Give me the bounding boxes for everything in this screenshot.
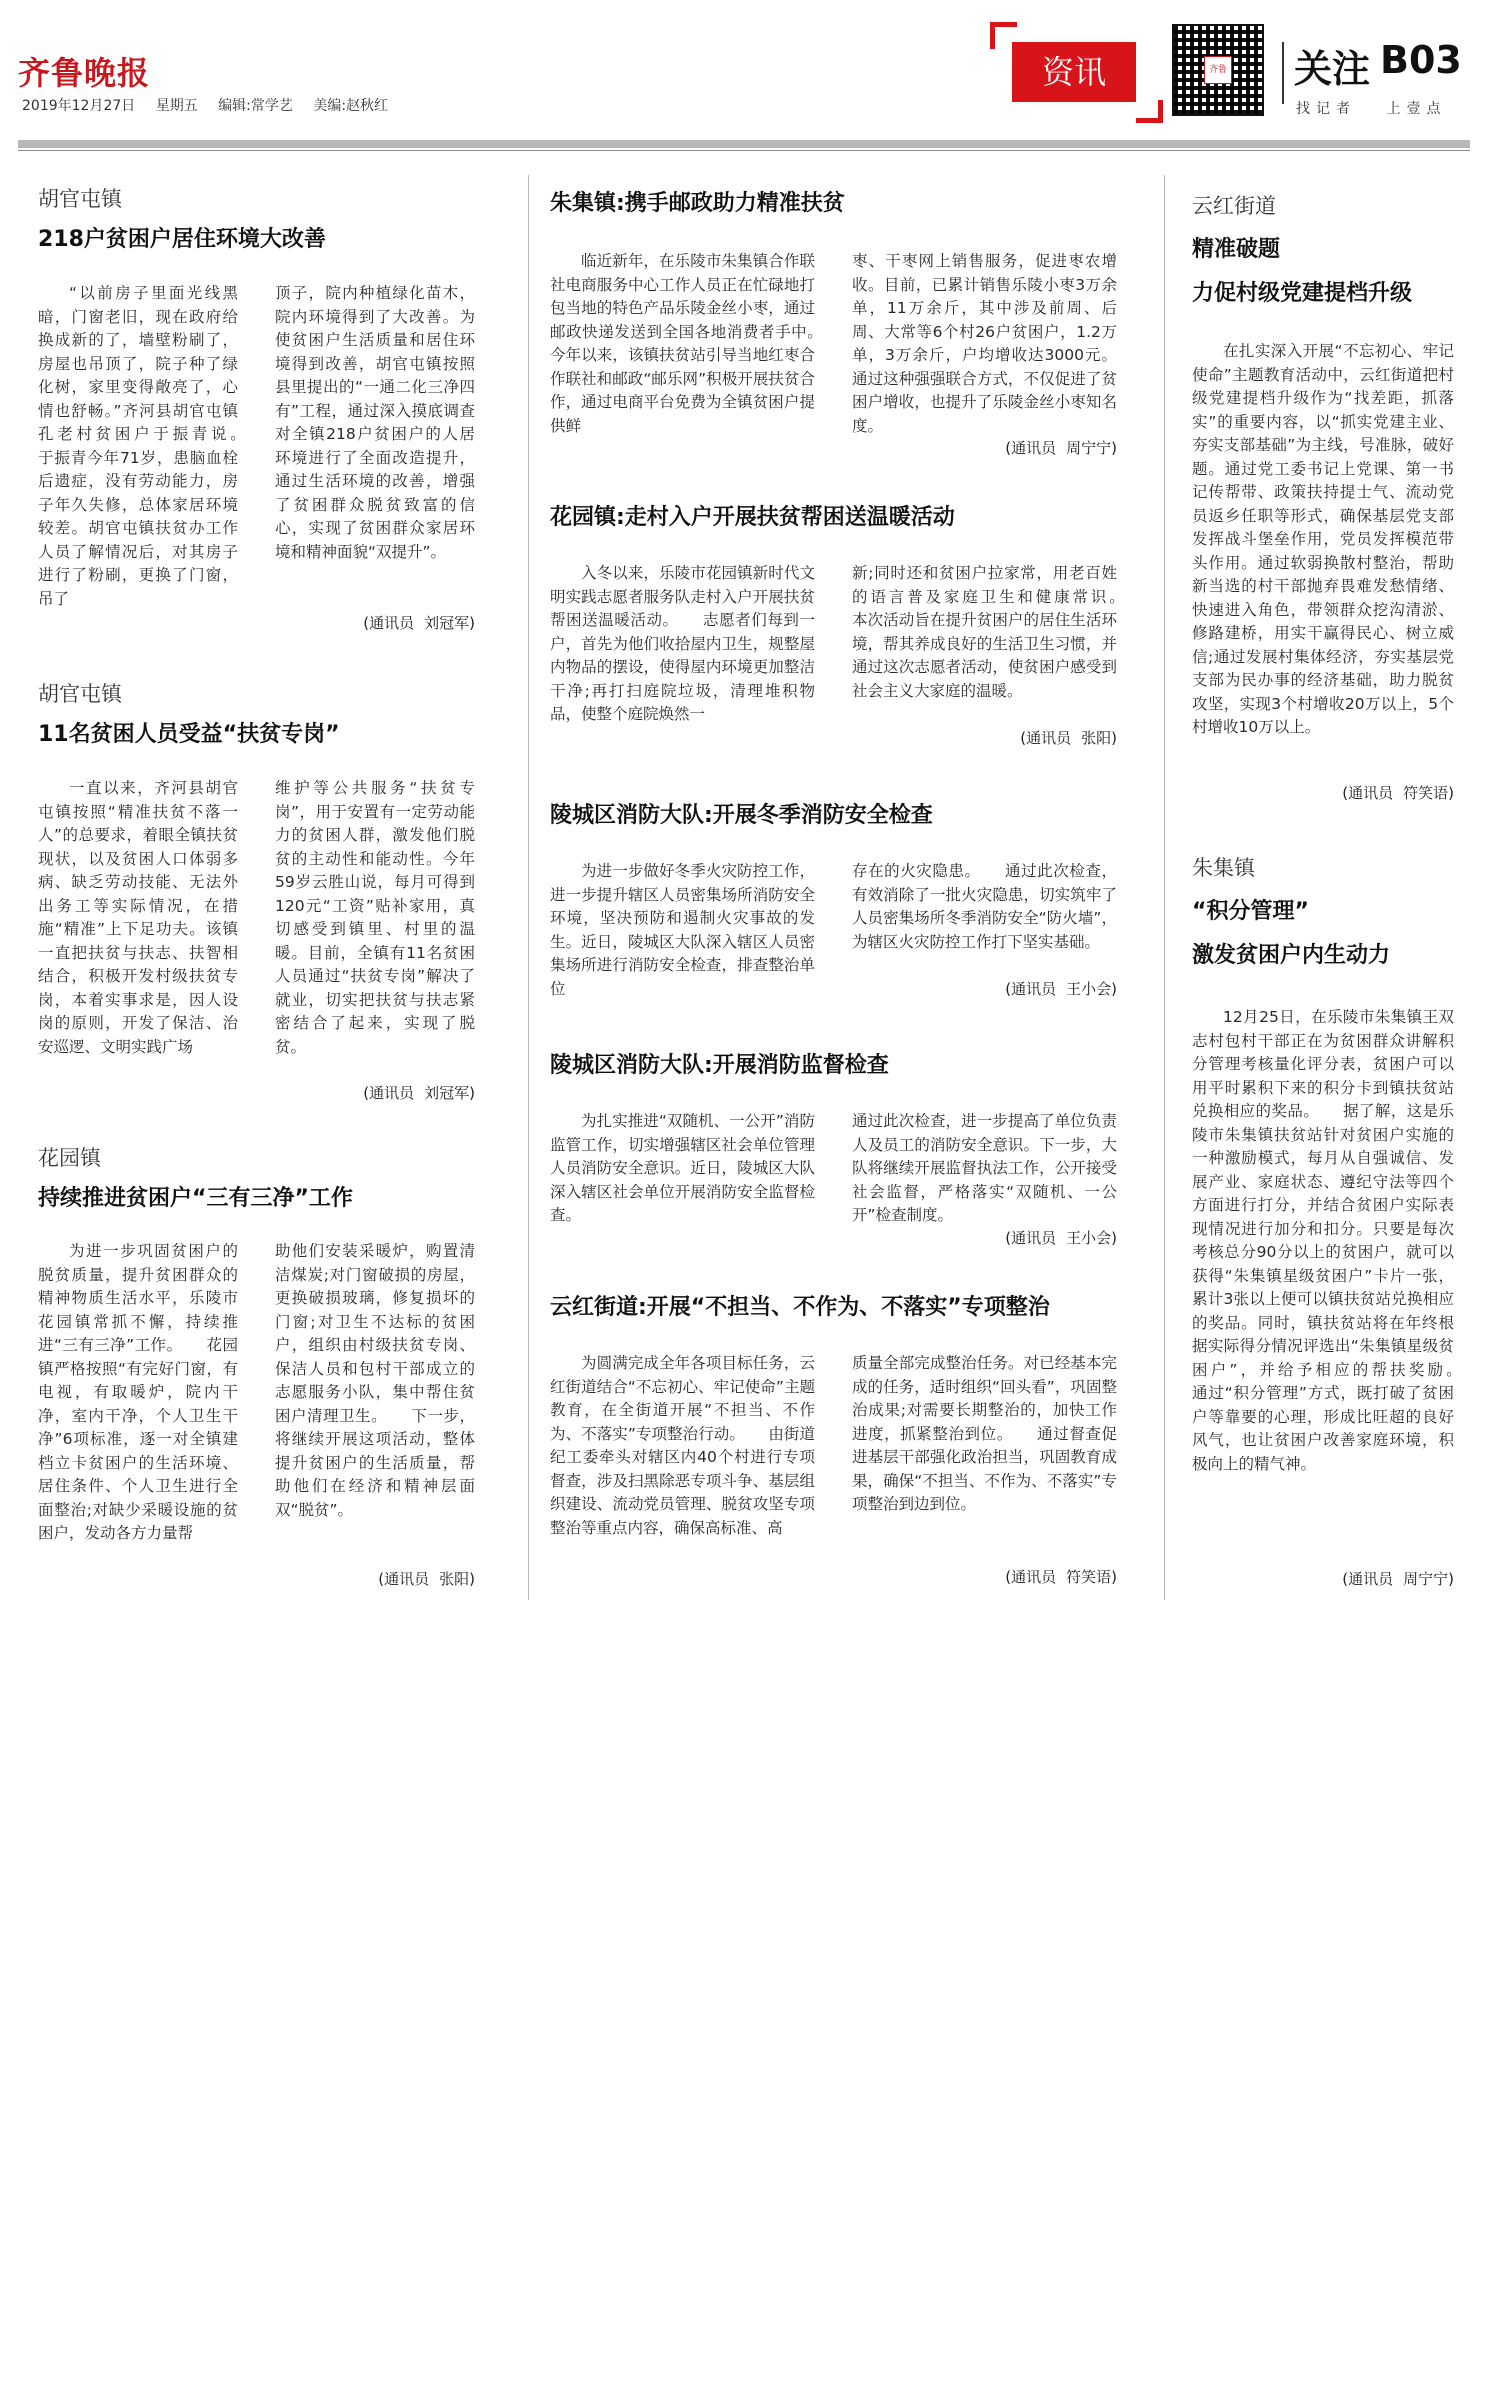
article-body: 为扎实推进“双随机、一公开”消防监管工作，切实增强辖区社会单位管理人员消防安全意识。近日，陵城区大队深入辖区社会单位开展消防安全监督检查。 bbox=[550, 1112, 815, 1224]
credit-name: 王小会) bbox=[1066, 980, 1117, 998]
article-body: 维护等公共服务“扶贫专岗”，用于安置有一定劳动能力的贫困人群，激发他们脱贫的主动性和能动性。今年59岁云胜山说，每月可得到120元“工资”贴补家用，真切感受到镇里、村里的温暖。目前，全镇有11名贫困人员通过“扶贫专岗”解决了就业，切实把扶贫与扶志紧密结合了起来，实现了脱贫。 bbox=[275, 779, 475, 1056]
article-subheadline: 激发贫困户内生动力 bbox=[1192, 943, 1391, 968]
credit-name: 刘冠军) bbox=[424, 1084, 475, 1102]
article-location: 朱集镇 bbox=[1192, 856, 1255, 880]
masthead-links bbox=[1296, 98, 1472, 118]
credit-name: 周宁宁) bbox=[1066, 439, 1117, 457]
designer-credit: 美编:赵秋红 bbox=[313, 98, 389, 114]
credit-role: (通讯员 bbox=[1342, 1570, 1394, 1588]
article-body-column bbox=[852, 1352, 1117, 1564]
article-credit bbox=[852, 978, 1117, 999]
masthead-rule-thin bbox=[18, 150, 1470, 151]
article-body: 助他们安装采暖炉，购置清洁煤炭;对门窗破损的房屋，更换破损玻璃，修复损坏的门窗;对卫生不达标的贫困户，组织由村级扶贫专岗、保洁人员和包村干部成立的志愿服务小队，集中帮住贫困户清理卫生。 下一步，将继续开展这项活动，整体提升贫困户的生活质量，帮助他们在经济和精神层面双“脱贫”。 bbox=[275, 1242, 475, 1519]
column-name: 关注 bbox=[1294, 47, 1371, 91]
article-body: 为进一步做好冬季火灾防控工作，进一步提升辖区人员密集场所消防安全环境，坚决预防和遏制火灾事故的发生。近日，陵城区大队深入辖区人员密集场所进行消防安全检查，排查整治单位 bbox=[550, 862, 815, 998]
article-body: “以前房子里面光线黑暗，门窗老旧，现在政府给换成新的了，墙壁粉刷了，房屋也吊顶了，院子种了绿化树，家里变得敞亮了，心情也舒畅。”齐河县胡官屯镇孔老村贫困户于振青说。 于振青今年71岁，患脑血栓后遗症，没有劳动能力，房子年久失修，总体家居环境较差。胡官屯镇扶贫办工作人员了解情况后，对其房子进行了粉刷，更换了门窗，吊了 bbox=[38, 284, 270, 608]
credit-name: 张阳) bbox=[439, 1570, 475, 1588]
article-body-column bbox=[550, 1110, 815, 1252]
article-headline: “积分管理” bbox=[1192, 899, 1309, 924]
article-body-column bbox=[275, 1240, 475, 1565]
article-body-column bbox=[852, 562, 1149, 727]
article-headline: 精准破题 bbox=[1192, 237, 1281, 262]
qr-code-logo: 齐鲁 bbox=[1204, 56, 1232, 84]
article-credit bbox=[1192, 782, 1454, 803]
article-body: 临近新年，在乐陵市朱集镇合作联社电商服务中心工作人员正在忙碌地打包当地的特色产品乐陵金丝小枣，通过邮政快递发送到全国各地消费者手中。 今年以来，该镇扶贫站引导当地红枣合作联社和邮政“邮乐网”积极开展扶贫合作，通过电商平台免费为全镇贫困户提供鲜 bbox=[550, 252, 847, 435]
article-headline: 花园镇:走村入户开展扶贫帮困送温暖活动 bbox=[550, 505, 955, 530]
credit-name: 符笑语) bbox=[1403, 784, 1454, 802]
credit-role: (通讯员 bbox=[1005, 1568, 1057, 1586]
find-reporter-link[interactable]: 找记者 bbox=[1296, 101, 1356, 117]
article-body-column bbox=[275, 777, 475, 1082]
article-body: 顶子，院内种植绿化苗木，院内环境得到了大改善。为使贫困户生活质量和居住环境得到改善，胡官屯镇按照县里提出的“一通二化三净四有”工程，通过深入摸底调查对全镇218户贫困户的人居环境进行了全面改造提升，通过生活环境的改善，增强了贫困群众脱贫致富的信心，实现了贫困群众家居环境和精神面貌“双提升”。 bbox=[275, 284, 475, 561]
page-number: B03 bbox=[1380, 38, 1462, 82]
masthead-divider bbox=[1282, 42, 1284, 104]
article-credit bbox=[275, 1568, 475, 1589]
article-credit bbox=[852, 727, 1117, 748]
article-body: 新;同时还和贫困户拉家常，用老百姓的语言普及家庭卫生和健康常识。 本次活动旨在提升贫困户的居住生活环境，帮其养成良好的生活卫生习惯，并通过这次志愿者活动，使贫困户感受到社会主义大家庭的温暖。 bbox=[852, 564, 1149, 700]
credit-name: 张阳) bbox=[1081, 729, 1117, 747]
credit-name: 王小会) bbox=[1066, 1229, 1117, 1247]
credit-name: 刘冠军) bbox=[424, 614, 475, 632]
article-body-column bbox=[38, 282, 270, 637]
article-body-column bbox=[550, 562, 815, 752]
article-body-column bbox=[852, 1110, 1117, 1228]
article-location: 花园镇 bbox=[38, 1146, 101, 1170]
section-tag: 资讯 bbox=[1012, 42, 1136, 102]
article-location: 胡官屯镇 bbox=[38, 682, 122, 706]
article-credit bbox=[275, 612, 475, 633]
credit-role: (通讯员 bbox=[363, 1084, 415, 1102]
article-body: 通过此次检查，进一步提高了单位负责人及员工的消防安全意识。下一步，大队将继续开展监督执法工作，公开接受社会监督，严格落实“双随机、一公开”检查制度。 bbox=[852, 1112, 1117, 1224]
article-body: 枣、干枣网上销售服务，促进枣农增收。目前，已累计销售乐陵小枣3万余单，11万余斤，其中涉及前周、后周、大常等6个村26户贫困户，1.2万单，3万余斤，户均增收达3000元。通过这种强强联合方式，不仅促进了贫困户增收，也提升了乐陵金丝小枣知名度。 bbox=[852, 252, 1117, 435]
article-headline: 持续推进贫困户“三有三净”工作 bbox=[38, 1186, 353, 1211]
article-location: 胡官屯镇 bbox=[38, 187, 122, 211]
article-body-column bbox=[1192, 1006, 1486, 1568]
column-divider bbox=[528, 175, 529, 1600]
article-body: 质量全部完成整治任务。对已经基本完成的任务，适时组织“回头看”，巩固整治成果;对需要长期整治的，加快工作进度，抓紧整治到位。 通过督查促进基层干部强化政治担当，巩固教育成果，确保“不担当、不作为、不落实”专项整治到边到位。 bbox=[852, 1354, 1117, 1513]
article-headline: 218户贫困户居住环境大改善 bbox=[38, 227, 326, 252]
newspaper-logo: 齐鲁晚报 bbox=[18, 54, 151, 92]
article-body-column bbox=[852, 250, 1117, 435]
column-divider bbox=[1164, 175, 1165, 1600]
article-body: 一直以来，齐河县胡官屯镇按照“精准扶贫不落一人”的总要求，着眼全镇扶贫现状，以及贫困人口体弱多病、缺乏劳动技能、无法外出务工等实际情况，在措施“精准”上下足功夫。该镇一直把扶贫与扶志、扶智相结合，积极开发村级扶贫专岗，本着实事求是，因人设岗的原则，开发了保洁、治安巡逻、文明实践广场 bbox=[38, 779, 238, 1056]
article-body-column bbox=[38, 777, 238, 1107]
download-app-link[interactable]: 上壹点 bbox=[1386, 101, 1447, 117]
credit-role: (通讯员 bbox=[1005, 1229, 1057, 1247]
article-body: 为进一步巩固贫困户的脱贫质量，提升贫困群众的精神物质生活水平，乐陵市花园镇常抓不懈，持续推进“三有三净”工作。 花园镇严格按照“有完好门窗，有电视，有取暖炉，院内干净，室内干净，个人卫生干净”6项标准，逐一对全镇建档立卡贫困户的生活环境、居住条件、个人卫生进行全面整治;对缺少采暖设施的贫困户，发动各方力量帮 bbox=[38, 1242, 238, 1542]
masthead-rule bbox=[18, 140, 1470, 148]
editor-credit: 编辑:常学艺 bbox=[218, 98, 293, 114]
credit-role: (通讯员 bbox=[378, 1570, 430, 1588]
article-headline: 朱集镇:携手邮政助力精准扶贫 bbox=[550, 191, 845, 216]
article-credit bbox=[275, 1082, 475, 1103]
article-credit bbox=[852, 1566, 1117, 1587]
article-headline: 11名贫困人员受益“扶贫专岗” bbox=[38, 722, 340, 747]
credit-name: 符笑语) bbox=[1066, 1568, 1117, 1586]
article-body: 存在的火灾隐患。 通过此次检查，有效消除了一批火灾隐患，切实筑牢了人员密集场所冬季消防安全“防火墙”，为辖区火灾防控工作打下坚实基础。 bbox=[852, 862, 1117, 951]
credit-role: (通讯员 bbox=[1342, 784, 1394, 802]
article-body: 在扎实深入开展“不忘初心、牢记使命”主题教育活动中，云红街道把村级党建提档升级作为“找差距，抓落实”的重要内容，以“抓实党建主业、夯实支部基础”为主线，号准脉，破好题。通过党工委书记上党课、第一书记传帮带、政策扶持提士气、流动党员返乡任职等形式，确保基层党支部发挥战斗堡垒作用，党员发挥模范带头作用。通过软弱换散村整治，帮助新当选的村干部抛弃畏难发愁情绪、快速进入角色，带领群众挖沟清淤、修路建桥，用实干赢得民心、树立威信;通过发展村集体经济，夯实基层党支部为民办事的经济基础，助力脱贫攻坚，实现3个村增收20万以上，5个村增收10万以上。 bbox=[1192, 342, 1454, 736]
article-credit bbox=[852, 1227, 1117, 1248]
article-body-column bbox=[550, 860, 815, 1002]
article-location: 云红街道 bbox=[1192, 194, 1276, 218]
article-body: 入冬以来，乐陵市花园镇新时代文明实践志愿者服务队走村入户开展扶贫帮困送温暖活动。 志愿者们每到一户，首先为他们收拾屋内卫生，规整屋内物品的摆设，使得屋内环境更加整洁干净;再打扫庭院垃圾，清理堆积物品，使整个庭院焕然一 bbox=[550, 564, 815, 723]
article-credit bbox=[1192, 1568, 1454, 1589]
credit-name: 周宁宁) bbox=[1403, 1570, 1454, 1588]
article-body-column bbox=[275, 282, 475, 612]
article-headline: 陵城区消防大队:开展消防监督检查 bbox=[550, 1053, 889, 1078]
article-body: 为圆满完成全年各项目标任务，云红街道结合“不忘初心、牢记使命”主题教育，在全街道开展“不担当、不作为、不落实”专项整治行动。 由街道纪工委牵头对辖区内40个村进行专项督查，涉及扫黑除恶专项斗争、基层组织建设、流动党员管理、脱贫攻坚专项整治等重点内容，确保高标准、高 bbox=[550, 1354, 815, 1537]
credit-role: (通讯员 bbox=[363, 614, 415, 632]
dateline bbox=[22, 95, 404, 115]
credit-role: (通讯员 bbox=[1005, 980, 1057, 998]
issue-weekday: 星期五 bbox=[155, 98, 198, 114]
article-body-column bbox=[1192, 340, 1454, 780]
article-headline: 云红街道:开展“不担当、不作为、不落实”专项整治 bbox=[550, 1295, 1050, 1320]
credit-role: (通讯员 bbox=[1005, 439, 1057, 457]
article-body-column bbox=[38, 1240, 238, 1595]
section-tag-corner-decoration bbox=[1136, 100, 1163, 123]
article-body-column bbox=[852, 860, 1117, 978]
article-subheadline: 力促村级党建提档升级 bbox=[1192, 281, 1413, 306]
credit-role: (通讯员 bbox=[1020, 729, 1072, 747]
article-body-column bbox=[550, 1352, 815, 1592]
article-headline: 陵城区消防大队:开展冬季消防安全检查 bbox=[550, 803, 933, 828]
article-credit bbox=[852, 437, 1117, 458]
issue-date: 2019年12月27日 bbox=[22, 98, 136, 114]
article-body-column bbox=[550, 250, 847, 460]
article-body: 12月25日，在乐陵市朱集镇王双志村包村干部正在为贫困群众讲解积分管理考核量化评分表，贫困户可以用平时累积下来的积分卡到镇扶贫站兑换相应的奖品。 据了解，这是乐陵市朱集镇扶贫站针对贫困户实施的一种激励模式，每月从自强诚信、发展产业、家庭状态、遵纪守法等四个方面进行打分，并结合贫困户实际表现情况进行加分和扣分。只要是每次考核总分90分以上的贫困户，就可以获得“朱集镇星级贫困户”卡片一张，累计3张以上便可以镇扶贫站兑换相应的奖品。同时，镇扶贫站将在年终根据实际得分情况评选出“朱集镇星级贫困户”，并给予相应的帮扶奖励。 通过“积分管理”方式，既打破了贫困户等靠要的心理，形成比旺超的良好风气，也让贫困户改善家庭环境，积极向上的精气神。 bbox=[1192, 1008, 1486, 1473]
